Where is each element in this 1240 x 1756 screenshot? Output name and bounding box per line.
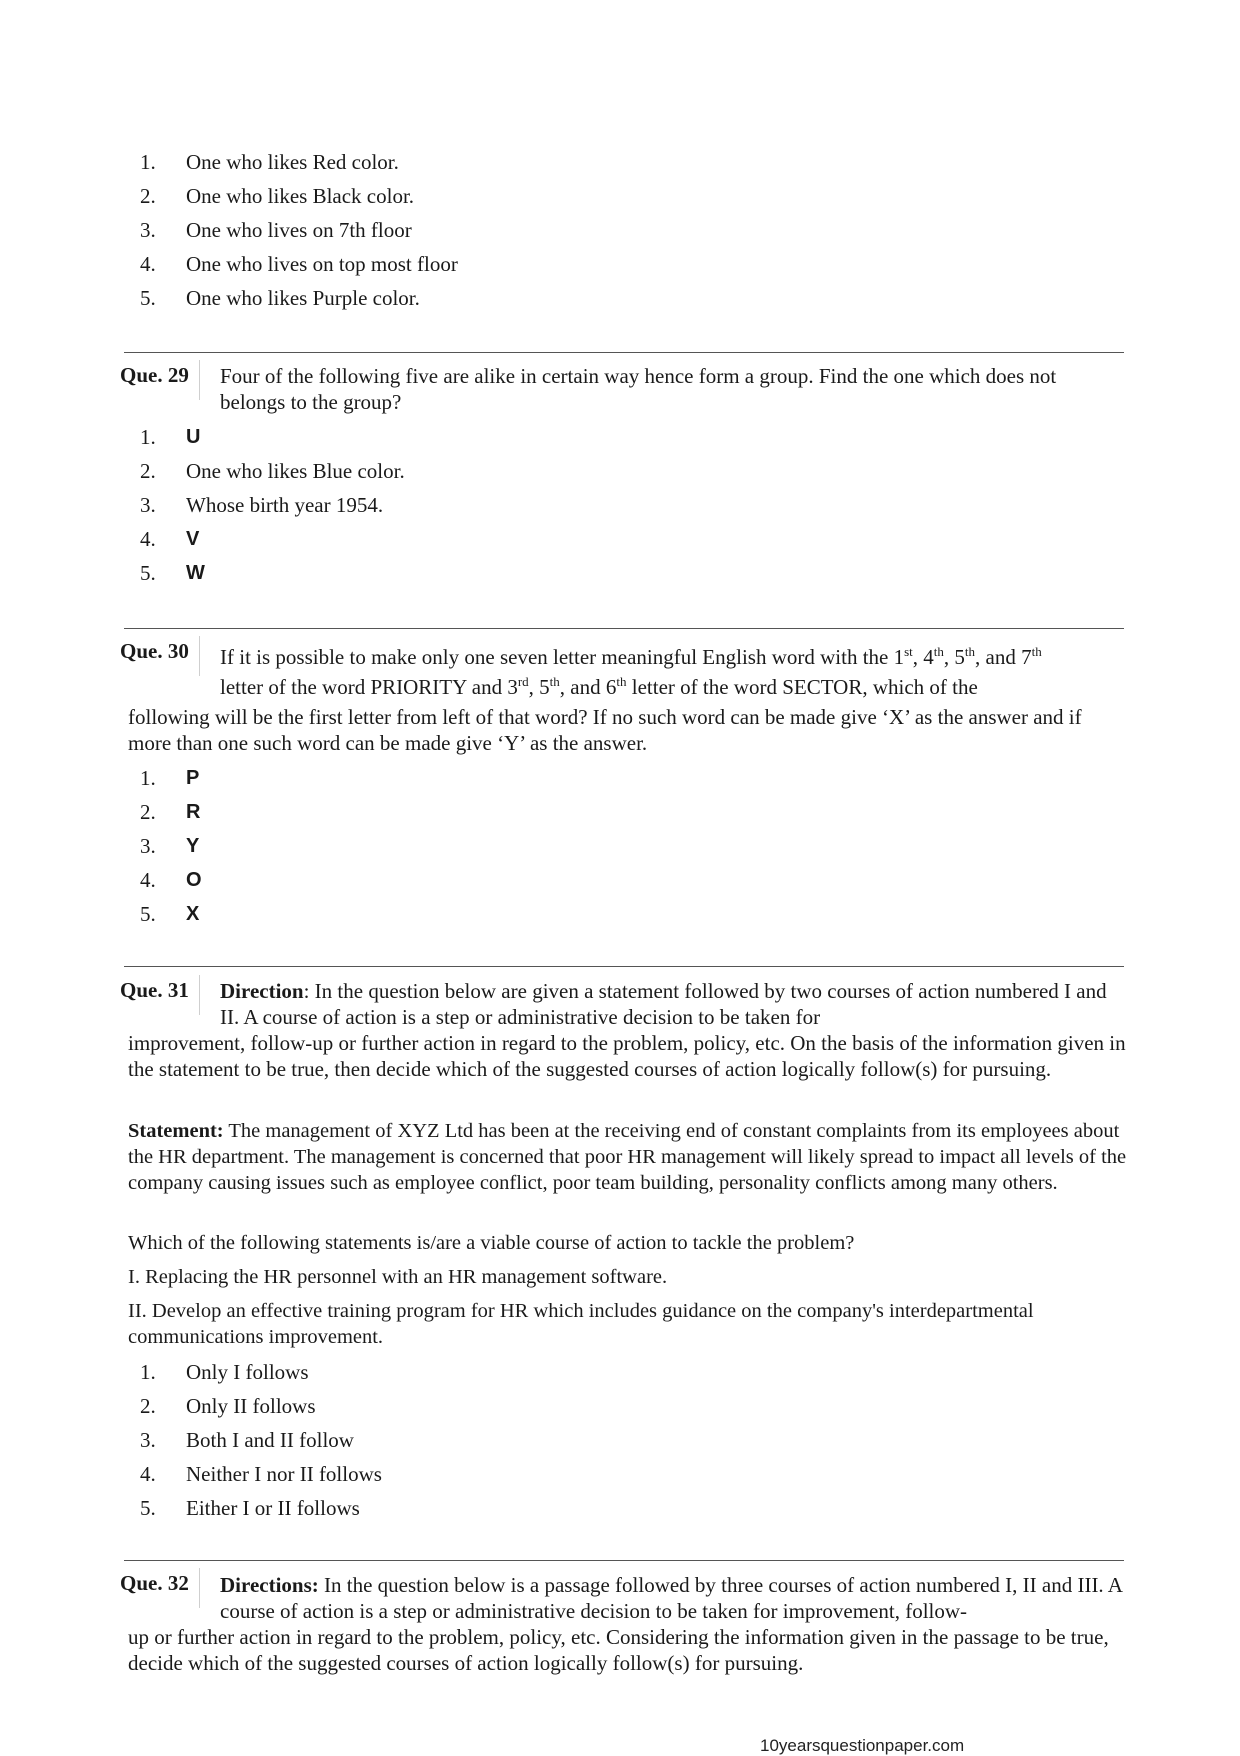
question-text: Directions: In the question below is a passage followed by three courses of action numbered I, II and III. A course of action is a step or administrative decision to be taken for improvement, follow- <box>220 1573 1122 1623</box>
question-label: Que. 31 <box>120 975 200 1015</box>
option-item: 4. V <box>140 527 200 551</box>
section-divider <box>124 966 1124 967</box>
option-item: 5. W <box>140 561 205 585</box>
option-item: 5. One who likes Purple color. <box>140 286 420 310</box>
previous-question-options <box>0 145 1240 315</box>
option-item: 4. O <box>140 868 202 892</box>
question-options <box>0 420 1240 590</box>
option-item: 4. One who lives on top most floor <box>140 252 458 276</box>
question-text: Four of the following five are alike in certain way hence form a group. Find the one which does not belongs to the group? <box>220 364 1057 414</box>
option-item: 1. One who likes Red color. <box>140 150 399 174</box>
direction-label: Directions: <box>220 1573 319 1597</box>
question-line: If it is possible to make only one seven letter meaningful English word with the 1st, 4th, 5th, and 7th <box>220 644 1042 669</box>
option-item: 1. U <box>140 425 201 449</box>
option-item: 2. R <box>140 800 201 824</box>
option-item: 4. Neither I nor II follows <box>140 1462 382 1486</box>
direction-label: Direction <box>220 979 304 1003</box>
section-divider <box>124 1560 1124 1561</box>
statement-paragraph: Statement: The management of XYZ Ltd has been at the receiving end of constant complaints from its employees about the HR department. The management is concerned that poor HR management will likely spread to impact all levels of the company causing issues such as employee conflict, poor team building, personality conflicts among many others. <box>128 1120 1127 1194</box>
statement-label: Statement: <box>128 1120 224 1142</box>
question-line: letter of the word PRIORITY and 3rd, 5th, and 6th letter of the word SECTOR, which of the <box>220 674 978 699</box>
option-item: 1. P <box>140 766 200 790</box>
question-label: Que. 32 <box>120 1568 200 1608</box>
course-of-action-2: II. Develop an effective training program for HR which includes guidance on the company's interdepartmental communications improvement. <box>128 1300 1034 1348</box>
question-continuation: up or further action in regard to the problem, policy, etc. Considering the information given in the passage to be true, decide which of the suggested courses of action logically follow(s) for pursuing. <box>128 1625 1109 1675</box>
option-item: 3. Whose birth year 1954. <box>140 493 384 517</box>
option-item: 1. Only I follows <box>140 1360 309 1384</box>
section-divider <box>124 352 1124 353</box>
footer-site: 10yearsquestionpaper.com <box>760 1736 965 1755</box>
option-item: 2. One who likes Black color. <box>140 184 415 208</box>
question-text: Direction: In the question below are given a statement followed by two courses of action numbered I and II. A course of action is a step or administrative decision to be taken for <box>220 979 1107 1029</box>
option-item: 5. Either I or II follows <box>140 1496 360 1520</box>
option-item: 2. One who likes Blue color. <box>140 459 405 483</box>
question-continuation: improvement, follow-up or further action in regard to the problem, policy, etc. On the basis of the information given in the statement to be true, then decide which of the suggested courses of action logically follow(s) for pursuing. <box>128 1031 1126 1081</box>
question-label: Que. 29 <box>120 360 200 400</box>
section-divider <box>124 628 1124 629</box>
option-item: 3. One who lives on 7th floor <box>140 218 412 242</box>
question-prompt: Which of the following statements is/are a viable course of action to tackle the problem? <box>128 1232 855 1254</box>
question-label: Que. 30 <box>120 636 200 676</box>
option-item: 2. Only II follows <box>140 1394 316 1418</box>
question-continuation: following will be the first letter from left of that word? If no such word can be made give ‘X’ as the answer and if more than one such word can be made give ‘Y’ as the answer. <box>128 705 1082 755</box>
question-text <box>220 644 1125 700</box>
option-item: 3. Y <box>140 834 200 858</box>
question-options <box>0 1355 1240 1525</box>
course-of-action-1: I. Replacing the HR personnel with an HR management software. <box>128 1266 668 1288</box>
question-options <box>0 761 1240 931</box>
option-item: 5. X <box>140 902 200 926</box>
option-item: 3. Both I and II follow <box>140 1428 354 1452</box>
